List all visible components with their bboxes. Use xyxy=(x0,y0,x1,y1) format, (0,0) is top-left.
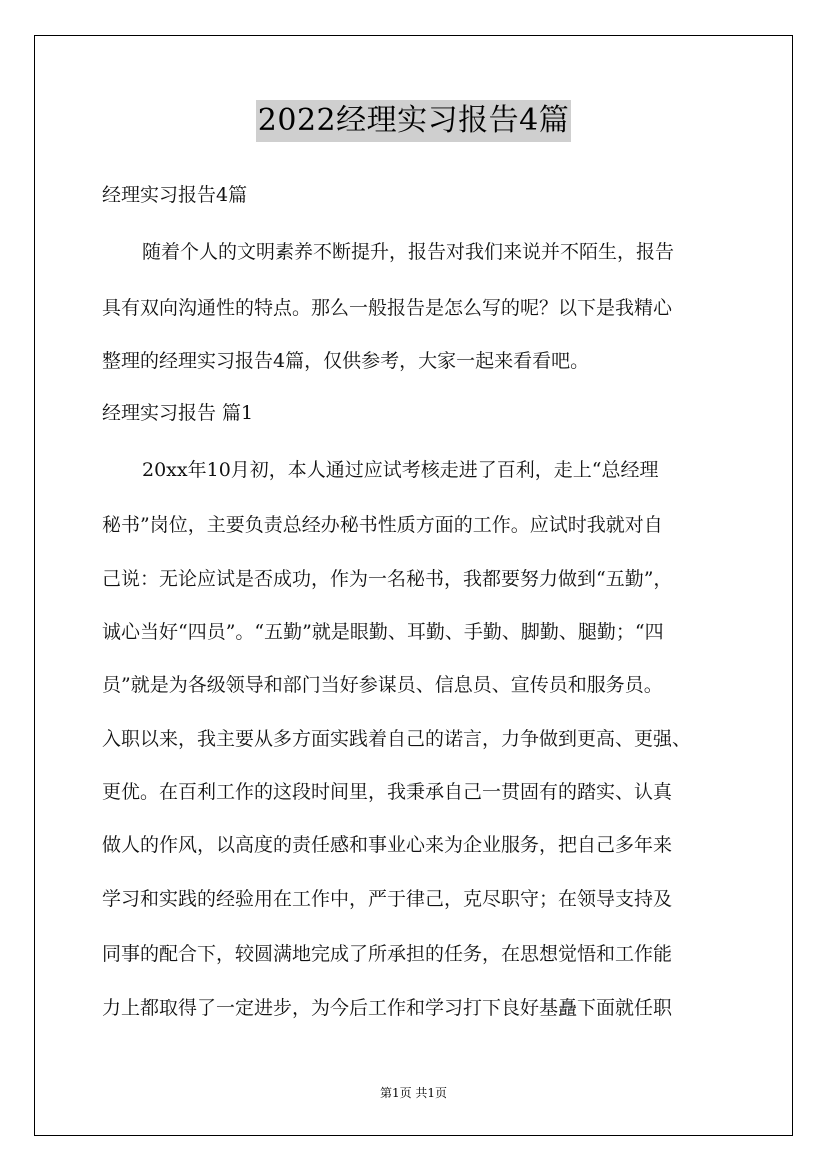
body-line-6: 入职以来，我主要从多方面实践着自己的诺言，力争做到更高、更强、 xyxy=(102,728,692,750)
page-footer: 第1页 共1页 xyxy=(379,1086,448,1100)
body-line-9: 学习和实践的经验用在工作中，严于律己，克尽职守；在领导支持及 xyxy=(102,888,673,910)
body-line-5: 员”就是为各级领导和部门当好参谋员、信息员、宣传员和服务员。 xyxy=(102,674,663,696)
body-line-10: 同事的配合下，较圆满地完成了所承担的任务，在思想觉悟和工作能 xyxy=(102,943,673,965)
intro-line-3: 整理的经理实习报告4篇，仅供参考，大家一起来看看吧。 xyxy=(102,350,590,372)
intro-line-2: 具有双向沟通性的特点。那么一般报告是怎么写的呢？以下是我精心 xyxy=(102,297,673,319)
body-line-1: 20xx年10月初，本人通过应试考核走进了百利，走上“总经理 xyxy=(142,459,659,481)
section-heading: 经理实习报告 篇1 xyxy=(102,402,254,424)
body-line-11: 力上都取得了一定进步，为今后工作和学习打下良好基矗下面就任职 xyxy=(102,997,673,1019)
subtitle: 经理实习报告4篇 xyxy=(102,184,248,206)
title-container xyxy=(0,100,827,142)
body-line-2: 秘书”岗位，主要负责总经办秘书性质方面的工作。应试时我就对自 xyxy=(102,514,663,536)
intro-line-1: 随着个人的文明素养不断提升，报告对我们来说并不陌生，报告 xyxy=(142,241,675,263)
body-line-4: 诚心当好“四员”。“五勤”就是眼勤、耳勤、手勤、脚勤、腿勤；“四 xyxy=(102,621,664,643)
body-line-3: 己说：无论应试是否成功，作为一名秘书，我都要努力做到“五勤”， xyxy=(102,568,673,590)
body-line-8: 做人的作风，以高度的责任感和事业心来为企业服务，把自己多年来 xyxy=(102,834,673,856)
document-title: 2022经理实习报告4篇 xyxy=(256,100,571,142)
body-line-7: 更优。在百利工作的这段时间里，我秉承自己一贯固有的踏实、认真 xyxy=(102,781,673,803)
